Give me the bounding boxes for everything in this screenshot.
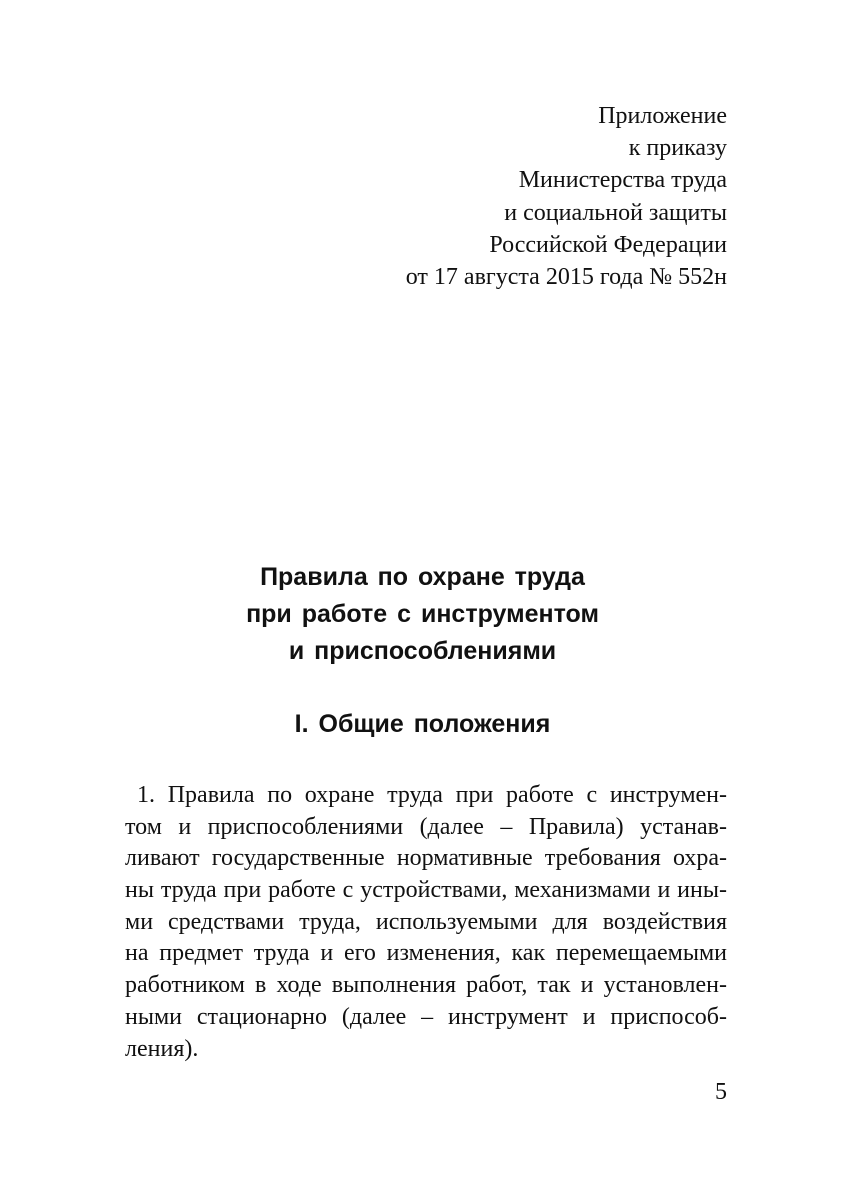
paragraph-line: том и приспособлениями (далее – Правила) устанав- (125, 813, 727, 840)
page-number: 5 (715, 1079, 727, 1105)
paragraph-line: на предмет труда и его изменения, как перемещаемыми (125, 940, 727, 967)
paragraph-line: ми средствами труда, используемыми для воздействия (125, 908, 727, 935)
annex-header (406, 100, 727, 293)
annex-line: Приложение (598, 103, 727, 129)
annex-line: и социальной защиты (504, 199, 727, 226)
paragraph-line: 1. Правила по охране труда при работе с инструмен- (137, 782, 727, 808)
paragraph-line: ливают государственные нормативные требования охра- (125, 845, 727, 872)
paragraph-line: ными стационарно (далее – инструмент и приспособ- (125, 1003, 727, 1030)
annex-line: Министерства труда (518, 167, 727, 194)
annex-line: к приказу (628, 135, 727, 162)
document-title (0, 559, 845, 670)
annex-line: от 17 августа 2015 года № 552н (405, 264, 727, 291)
title-line: Правила по охране труда (260, 563, 585, 591)
section-heading: I. Общие положения (294, 710, 551, 738)
paragraph-line: ления). (125, 1035, 199, 1062)
title-line: при работе с инструментом (246, 600, 599, 628)
paragraph-line: работником в ходе выполнения работ, так и установлен- (125, 972, 727, 999)
paragraph-1 (125, 780, 727, 1065)
paragraph-line: ны труда при работе с устройствами, механизмами и ины- (125, 877, 727, 904)
annex-line: Российской Федерации (489, 231, 727, 258)
title-line: и приспособлениями (288, 637, 557, 665)
